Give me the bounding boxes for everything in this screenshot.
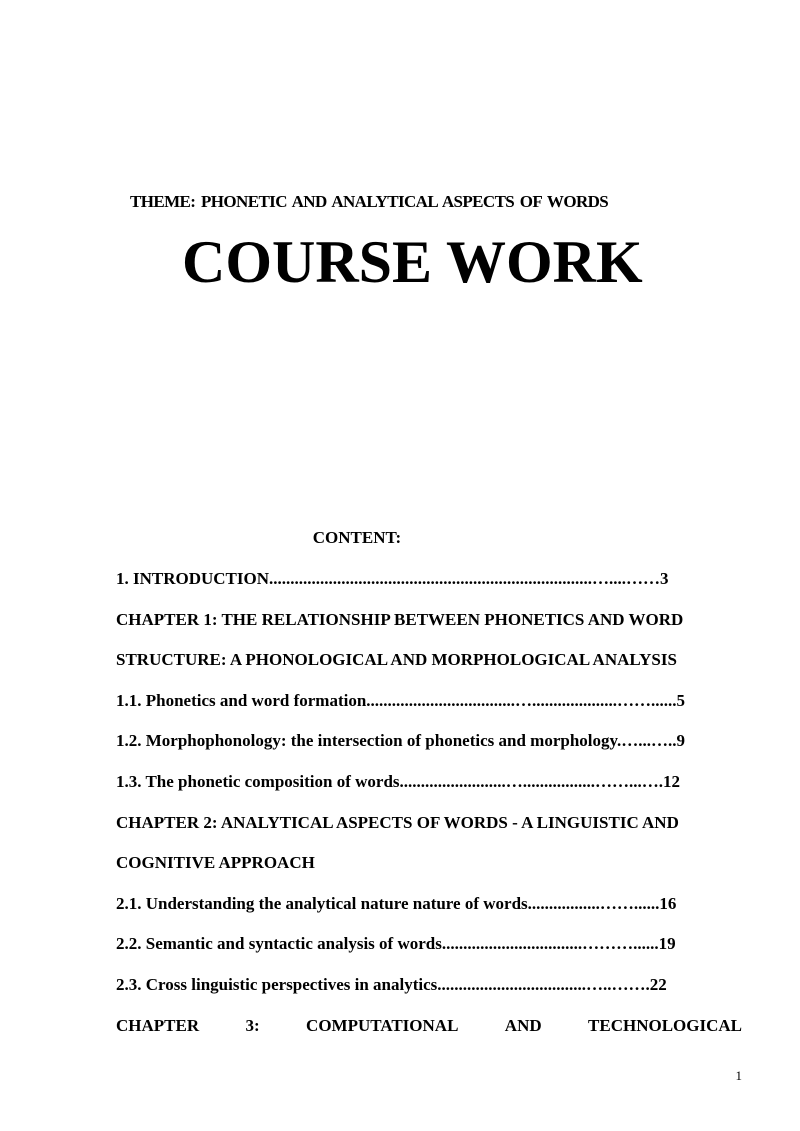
toc-word: 3:: [245, 1015, 260, 1035]
page-number: 1: [735, 1068, 742, 1083]
toc-entry-1-1: 1.1. Phonetics and word formation...................................…....................……......5: [116, 690, 686, 710]
theme-line: THEME: PHONETIC AND ANALYTICAL ASPECTS OF WORDS: [130, 192, 609, 211]
toc-entry-2-1: 2.1. Understanding the analytical nature nature of words.................……......16: [116, 893, 677, 913]
toc-entry-introduction: 1. INTRODUCTION............................................................................…....……3: [116, 569, 669, 588]
toc-word: TECHNOLOGICAL: [588, 1015, 742, 1035]
toc-entry-chapter-1-line-2: STRUCTURE: A PHONOLOGICAL AND MORPHOLOGICAL ANALYSIS: [116, 650, 677, 670]
toc-entry-chapter-2-line-2: COGNITIVE APPROACH: [116, 853, 315, 873]
toc-entry-2-3: 2.3. Cross linguistic perspectives in analytics...................................…..…….22: [116, 974, 667, 994]
page-title: COURSE WORK: [182, 229, 643, 295]
content-heading: CONTENT:: [312, 528, 402, 547]
toc-entry-1-3: 1.3. The phonetic composition of words.........................….................……...….12: [116, 771, 681, 791]
table-of-contents: [116, 568, 742, 1055]
toc-entry-chapter-1-line-1: CHAPTER 1: THE RELATIONSHIP BETWEEN PHONETICS AND WORD: [116, 609, 684, 629]
toc-word: AND: [504, 1015, 542, 1035]
toc-entry-1-2: 1.2. Morphophonology: the intersection of phonetics and morphology.…...…..9: [116, 731, 686, 751]
toc-entry-chapter-2-line-1: CHAPTER 2: ANALYTICAL ASPECTS OF WORDS - A LINGUISTIC AND: [116, 812, 679, 832]
toc-entry-2-2: 2.2. Semantic and syntactic analysis of words.................................………......19: [116, 934, 676, 954]
toc-entry-chapter-3-line-1: [116, 1015, 742, 1056]
toc-word: CHAPTER: [116, 1015, 200, 1035]
toc-word: COMPUTATIONAL: [306, 1015, 459, 1035]
